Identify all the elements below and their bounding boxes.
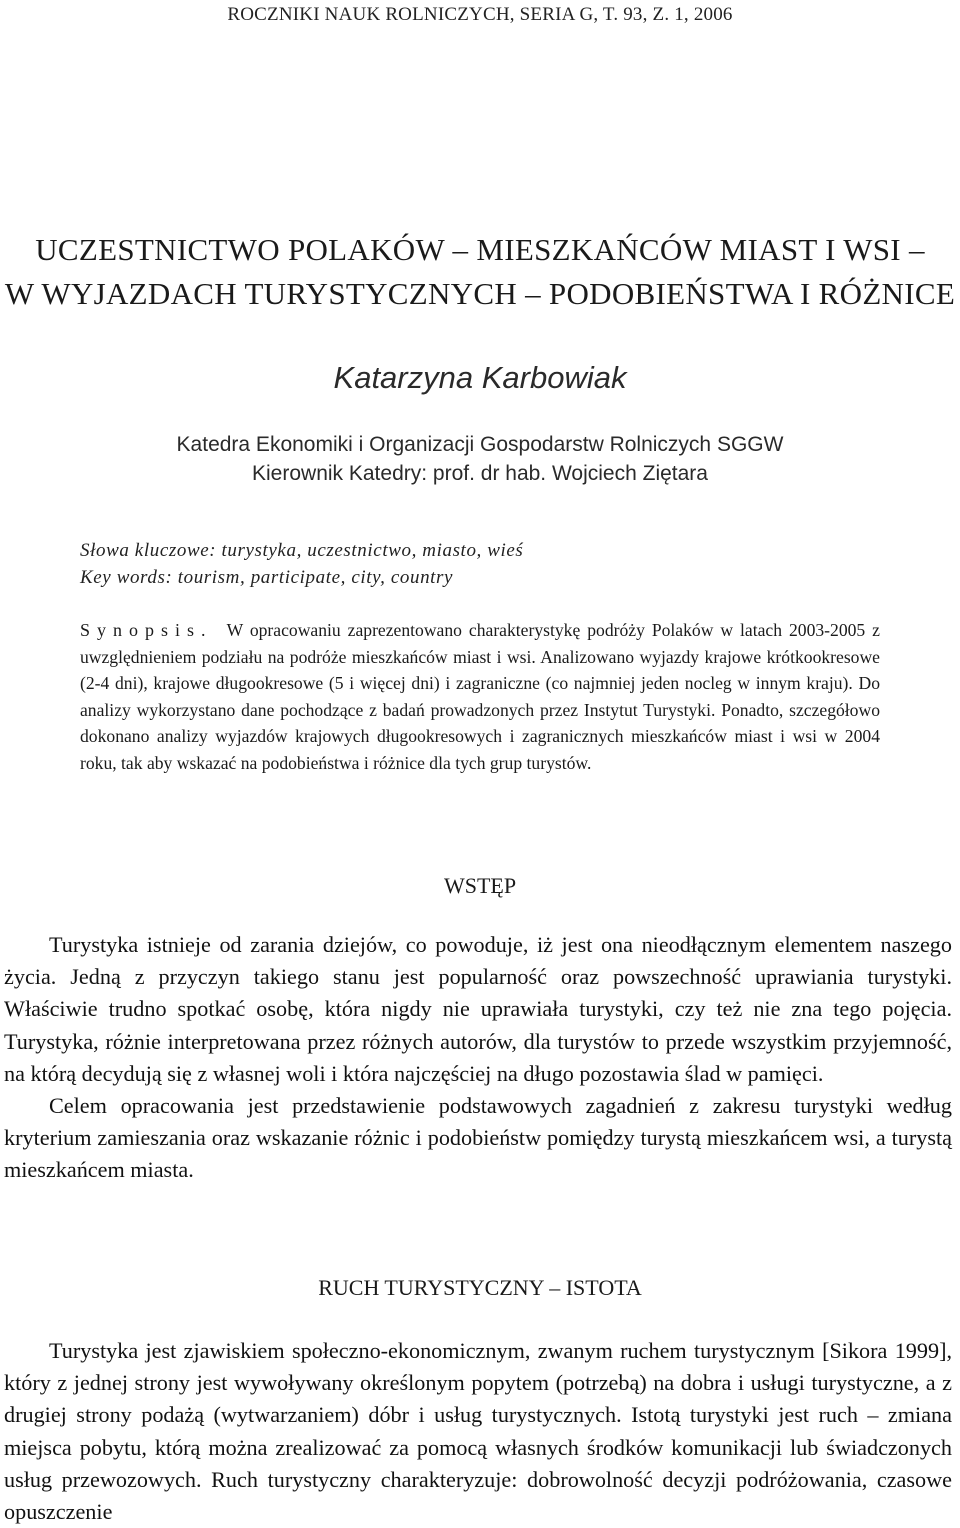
synopsis-block xyxy=(80,617,880,776)
running-head: ROCZNIKI NAUK ROLNICZYCH, SERIA G, T. 93, Z. 1, 2006 xyxy=(227,4,733,25)
paragraph: Turystyka istnieje od zarania dziejów, co powoduje, iż jest ona nieodłącznym elementem naszego życia. Jedną z przyczyn takiego stanu jest popularność oraz powszechność uprawiania turystyki. Właściwie trudno spotkać osobę, która nigdy nie uprawiała turystyki, czy też nie zna tego pojęcia. Turystyka, różnie interpretowana przez różnych autorów, dla turystów to przede wszystkim przyjemność, na którą decydują się z własnej woli i która najczęściej na długo pozostawia ślad w pamięci. xyxy=(4,932,952,1086)
section-body-tourism-movement xyxy=(4,1335,952,1528)
keywords-en: Key words: tourism, participate, city, country xyxy=(80,567,454,588)
affiliation xyxy=(0,430,960,488)
affiliation-department: Katedra Ekonomiki i Organizacji Gospodarstw Rolniczych SGGW xyxy=(176,433,784,456)
synopsis-label: Synopsis. xyxy=(80,620,227,640)
title-line-2: W WYJAZDACH TURYSTYCZNYCH – PODOBIEŃSTWA I RÓŻNICE xyxy=(4,276,956,311)
title-line-1: UCZESTNICTWO POLAKÓW – MIESZKAŃCÓW MIAST I WSI – xyxy=(35,232,925,267)
section-heading-intro: WSTĘP xyxy=(443,873,517,898)
keywords-block xyxy=(80,537,900,591)
keywords-pl: Słowa kluczowe: turystyka, uczestnictwo, miasto, wieś xyxy=(80,540,524,561)
author-name: Katarzyna Karbowiak xyxy=(333,360,627,395)
affiliation-head: Kierownik Katedry: prof. dr hab. Wojciech Ziętara xyxy=(252,462,708,485)
paragraph: Celem opracowania jest przedstawienie podstawowych zagadnień z zakresu turystyki według kryterium zamieszania oraz wskazanie różnic i podobieństw pomiędzy turystą mieszkańcem wsi, a turystą mieszkańcem miasta. xyxy=(4,1093,952,1183)
article-title xyxy=(0,228,960,316)
section-body-intro xyxy=(4,929,952,1187)
synopsis-text: W opracowaniu zaprezentowano charakterystykę podróży Polaków w latach 2003-2005 z uwzględnieniem podziału na podróże mieszkańców miast i wsi. Analizowano wyjazdy krajowe krótkookresowe (2-4 dni), krajowe długookresowe (5 i więcej dni) i zagraniczne (co najmniej jeden nocleg w innym kraju). Do analizy wykorzystano dane pochodzące z badań prowadzonych przez Instytut Turystyki. Ponadto, szczegółowo dokonano analizy wyjazdów krajowych długookresowych i zagranicznych mieszkańców miast i wsi w 2004 roku, tak aby wskazać na podobieństwa i różnice dla tych grup turystów. xyxy=(80,620,880,773)
paragraph: Turystyka jest zjawiskiem społeczno-ekonomicznym, zwanym ruchem turystycznym [Sikora 1999], który z jednej strony jest wywoływany określonym popytem (potrzebą) na dobra i usługi turystyczne, a z drugiej strony podażą (wytwarzaniem) dóbr i usług turystycznych. Istotą turystyki jest ruch – zmiana miejsca pobytu, którą można zrealizować za pomocą własnych środków komunikacji lub świadczonych usług przewozowych. Ruch turystyczny charakteryzuje: dobrowolność decyzji podróżowania, czasowe opuszczenie xyxy=(4,1338,952,1525)
section-heading-tourism-movement: RUCH TURYSTYCZNY – ISTOTA xyxy=(318,1275,642,1300)
